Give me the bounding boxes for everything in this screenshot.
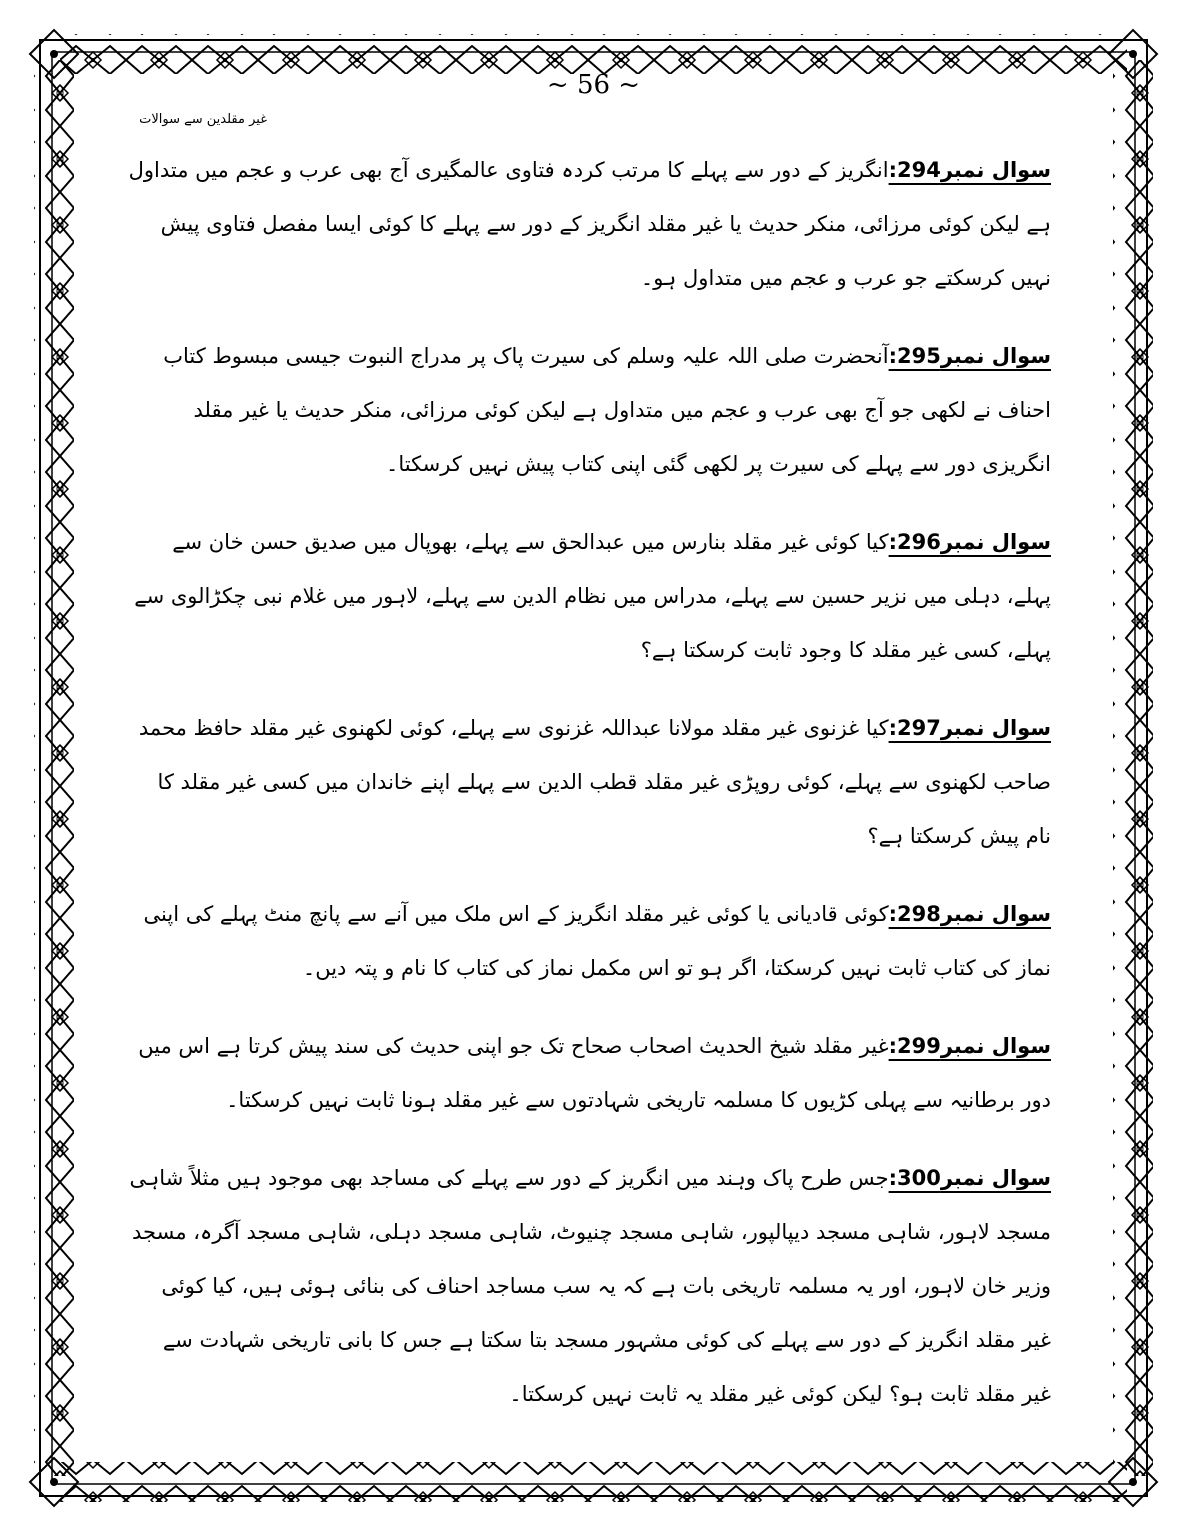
question-text: کوئی قادیانی یا کوئی غیر مقلد انگریز کے اس ملک میں آنے سے پانچ منٹ پہلے کی اپنی نماز کی کتاب ثابت نہیں کرسکتا، اگر ہو تو اس مکمل نماز کی کتاب کا نام و پتہ دیں۔ [143,902,1051,980]
questions-list [128,143,1051,1445]
question-294 [128,143,1051,305]
question-296 [128,515,1051,677]
question-label: سوال نمبر294: [888,158,1051,182]
question-label: سوال نمبر298: [888,902,1051,926]
page-number: ~ 56 ~ [546,70,641,100]
question-text: کیا کوئی غیر مقلد بنارس میں عبدالحق سے پہلے، بھوپال میں صدیق حسن خان سے پہلے، دہلی میں نزیر حسین سے پہلے، مدراس میں نظام الدین سے پہلے، لاہور میں غلام نبی چکڑالوی سے پہلے، کسی غیر مقلد کا وجود ثابت کرسکتا ہے؟ [134,530,1051,662]
question-label: سوال نمبر297: [888,716,1051,740]
question-297 [128,701,1051,863]
question-label: سوال نمبر296: [888,530,1051,554]
question-label: سوال نمبر300: [888,1166,1051,1190]
question-299 [128,1019,1051,1127]
question-label: سوال نمبر299: [888,1034,1051,1058]
question-300 [128,1151,1051,1421]
question-text: جس طرح پاک وہند میں انگریز کے دور سے پہلے کی مساجد بھی موجود ہیں مثلاً شاہی مسجد لاہور، شاہی مسجد دیپالپور، شاہی مسجد چنیوٹ، شاہی مسجد دہلی، شاہی مسجد آگرہ، مسجد وزیر خان لاہور، اور یہ مسلمہ تاریخی بات ہے کہ یہ سب مساجد احناف کی بنائی ہوئی ہیں، کیا کوئی غیر مقلد انگریز کے دور سے پہلے کی کوئی مشہور مسجد بتا سکتا ہے جس کا بانی تاریخی شہادت سے غیر مقلد ثابت ہو؟ لیکن کوئی غیر مقلد یہ ثابت نہیں کرسکتا۔ [129,1166,1051,1406]
question-label: سوال نمبر295: [888,344,1051,368]
question-298 [128,887,1051,995]
question-text: کیا غزنوی غیر مقلد مولانا عبداللہ غزنوی سے پہلے، کوئی لکھنوی غیر مقلد حافظ محمد صاحب لکھنوی سے پہلے، کوئی روپڑی غیر مقلد قطب الدین سے پہلے اپنے خاندان میں کسی غیر مقلد کا نام پیش کرسکتا ہے؟ [138,716,1051,848]
question-295 [128,329,1051,491]
question-text: آنحضرت صلی اللہ علیہ وسلم کی سیرت پاک پر مدراج النبوت جیسی مبسوط کتاب احناف نے لکھی جو آج بھی عرب و عجم میں متداول ہے لیکن کوئی مرزائی، منکر حدیث یا غیر مقلد انگریزی دور سے پہلے کی سیرت پر لکھی گئی اپنی کتاب پیش نہیں کرسکتا۔ [163,344,1051,476]
running-head: غیر مقلدین سے سوالات [139,112,267,127]
question-text: انگریز کے دور سے پہلے کا مرتب کردہ فتاوی عالمگیری آج بھی عرب و عجم میں متداول ہے لیکن کوئی مرزائی، منکر حدیث یا غیر مقلد انگریز کے دور سے پہلے کا کوئی ایسا مفصل فتاوی پیش نہیں کرسکتے جو عرب و عجم میں متداول ہو۔ [128,158,1051,290]
question-text: غیر مقلد شیخ الحدیث اصحاب صحاح تک جو اپنی حدیث کی سند پیش کرتا ہے اس میں دور برطانیہ سے پہلی کڑیوں کا مسلمہ تاریخی شہادتوں سے غیر مقلد ہونا ثابت نہیں کرسکتا۔ [138,1034,1051,1112]
